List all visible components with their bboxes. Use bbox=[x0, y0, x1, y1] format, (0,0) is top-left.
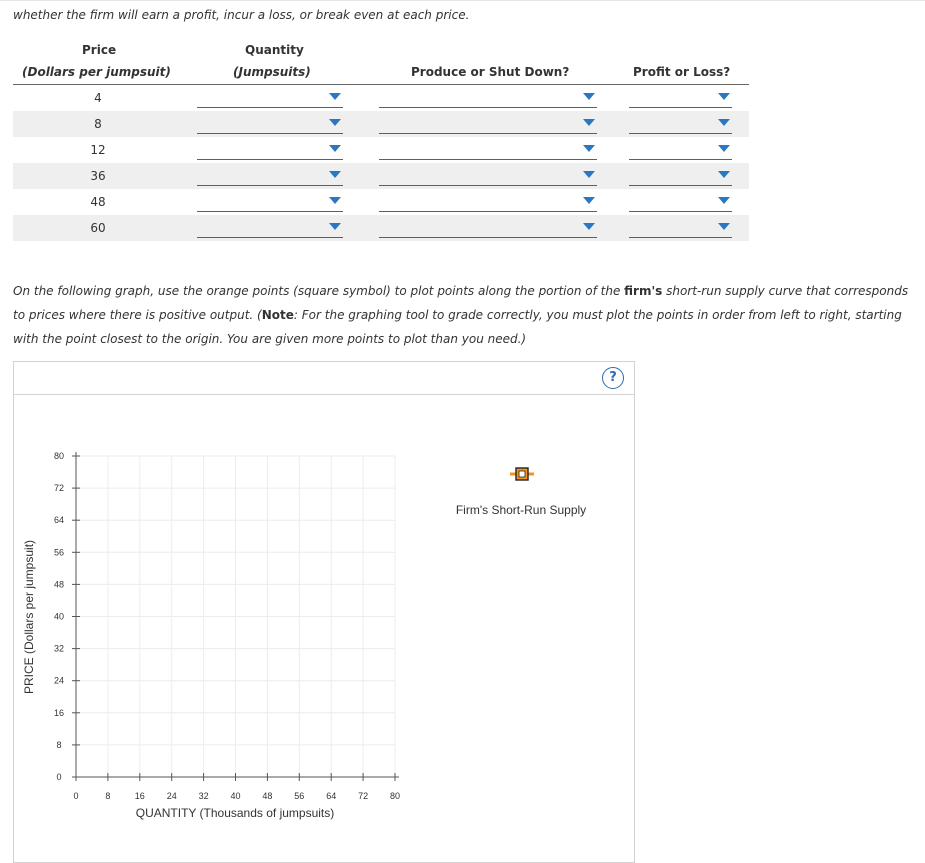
x-tick-label: 80 bbox=[389, 791, 401, 801]
y-tick-label: 40 bbox=[53, 611, 65, 622]
produce-dropdown[interactable] bbox=[379, 87, 597, 108]
chevron-down-icon bbox=[329, 223, 341, 230]
x-axis-label: QUANTITY (Thousands of jumpsuits) bbox=[135, 806, 335, 820]
quantity-dropdown[interactable] bbox=[197, 139, 343, 160]
quantity-header: Quantity bbox=[245, 43, 304, 57]
chevron-down-icon bbox=[583, 93, 595, 100]
chevron-down-icon bbox=[718, 197, 730, 204]
table-row bbox=[13, 85, 749, 111]
price-cell: 36 bbox=[90, 169, 106, 183]
quantity-dropdown[interactable] bbox=[197, 165, 343, 186]
y-tick-label: 72 bbox=[53, 483, 65, 494]
chevron-down-icon bbox=[583, 171, 595, 178]
y-tick-label: 0 bbox=[56, 772, 62, 782]
table-row bbox=[13, 189, 749, 215]
instructions-part: : For the graphing tool to grade correctly, you must plot the points in order from left to right, starting with the point closest to the origin. You are given more points to plot than you need.) bbox=[13, 308, 902, 346]
instructions-bold: firm's bbox=[624, 284, 663, 298]
produce-header: Produce or Shut Down? bbox=[411, 65, 570, 79]
chevron-down-icon bbox=[718, 223, 730, 230]
x-tick-label: 40 bbox=[230, 791, 241, 801]
instructions-text bbox=[13, 279, 918, 351]
graph-canvas[interactable] bbox=[14, 362, 634, 846]
chevron-down-icon bbox=[583, 119, 595, 126]
price-cell: 4 bbox=[94, 91, 102, 105]
x-tick-label: 48 bbox=[262, 791, 273, 801]
produce-dropdown[interactable] bbox=[379, 191, 597, 212]
chevron-down-icon bbox=[718, 145, 730, 152]
x-tick-label: 64 bbox=[326, 791, 337, 801]
intro-text: whether the firm will earn a profit, incur a loss, or break even at each price. bbox=[13, 8, 470, 22]
price-unit-header: (Dollars per jumpsuit) bbox=[22, 65, 171, 79]
x-tick-label: 56 bbox=[294, 791, 305, 801]
y-axis-label: PRICE (Dollars per jumpsuit) bbox=[22, 539, 36, 695]
y-tick-label: 80 bbox=[53, 451, 65, 461]
table-row bbox=[13, 215, 749, 241]
profit-dropdown[interactable] bbox=[629, 113, 732, 134]
legend-label: Firm's Short-Run Supply bbox=[455, 503, 587, 517]
instructions-note: Note bbox=[261, 308, 294, 322]
y-tick-label: 8 bbox=[56, 739, 62, 750]
chevron-down-icon bbox=[329, 93, 341, 100]
price-cell: 60 bbox=[90, 221, 106, 235]
table-row bbox=[13, 111, 749, 137]
supply-point-tool-inner bbox=[519, 471, 525, 477]
y-tick-label: 64 bbox=[53, 515, 65, 526]
profit-dropdown[interactable] bbox=[629, 139, 732, 160]
quantity-dropdown[interactable] bbox=[197, 191, 343, 212]
chevron-down-icon bbox=[718, 119, 730, 126]
profit-dropdown[interactable] bbox=[629, 87, 732, 108]
x-tick-label: 24 bbox=[166, 791, 177, 801]
top-divider bbox=[0, 0, 925, 1]
chevron-down-icon bbox=[329, 119, 341, 126]
profit-dropdown[interactable] bbox=[629, 217, 732, 238]
quantity-dropdown[interactable] bbox=[197, 113, 343, 134]
chevron-down-icon bbox=[583, 197, 595, 204]
produce-dropdown[interactable] bbox=[379, 217, 597, 238]
profit-dropdown[interactable] bbox=[629, 191, 732, 212]
produce-dropdown[interactable] bbox=[379, 165, 597, 186]
instructions-part: short-run supply curve that corresponds to prices where there is positive output. ( bbox=[13, 284, 909, 322]
x-tick-label: 0 bbox=[73, 791, 79, 801]
y-tick-label: 32 bbox=[53, 643, 65, 654]
price-header: Price bbox=[82, 43, 117, 57]
x-tick-label: 32 bbox=[198, 791, 209, 801]
y-tick-label: 16 bbox=[53, 707, 65, 718]
price-cell: 48 bbox=[90, 195, 106, 209]
profit-header: Profit or Loss? bbox=[633, 65, 731, 79]
chevron-down-icon bbox=[329, 145, 341, 152]
produce-dropdown[interactable] bbox=[379, 139, 597, 160]
y-tick-label: 48 bbox=[53, 579, 65, 590]
table-row bbox=[13, 163, 749, 189]
x-tick-label: 16 bbox=[134, 791, 145, 801]
table-row bbox=[13, 137, 749, 163]
y-tick-label: 56 bbox=[53, 547, 65, 558]
y-tick-label: 24 bbox=[53, 675, 65, 686]
x-tick-label: 72 bbox=[358, 791, 369, 801]
chevron-down-icon bbox=[718, 171, 730, 178]
instructions-part: On the following graph, use the orange points (square symbol) to plot points along the portion of the bbox=[13, 284, 625, 298]
quantity-unit-header: (Jumpsuits) bbox=[233, 65, 311, 79]
chevron-down-icon bbox=[583, 223, 595, 230]
graph-panel bbox=[13, 361, 635, 863]
chevron-down-icon bbox=[329, 197, 341, 204]
produce-dropdown[interactable] bbox=[379, 113, 597, 134]
price-cell: 8 bbox=[94, 117, 102, 131]
chevron-down-icon bbox=[329, 171, 341, 178]
price-cell: 12 bbox=[90, 143, 106, 157]
profit-dropdown[interactable] bbox=[629, 165, 732, 186]
chevron-down-icon bbox=[583, 145, 595, 152]
quantity-dropdown[interactable] bbox=[197, 217, 343, 238]
help-icon[interactable]: ? bbox=[602, 367, 624, 389]
x-tick-label: 8 bbox=[105, 791, 111, 801]
quantity-dropdown[interactable] bbox=[197, 87, 343, 108]
chevron-down-icon bbox=[718, 93, 730, 100]
